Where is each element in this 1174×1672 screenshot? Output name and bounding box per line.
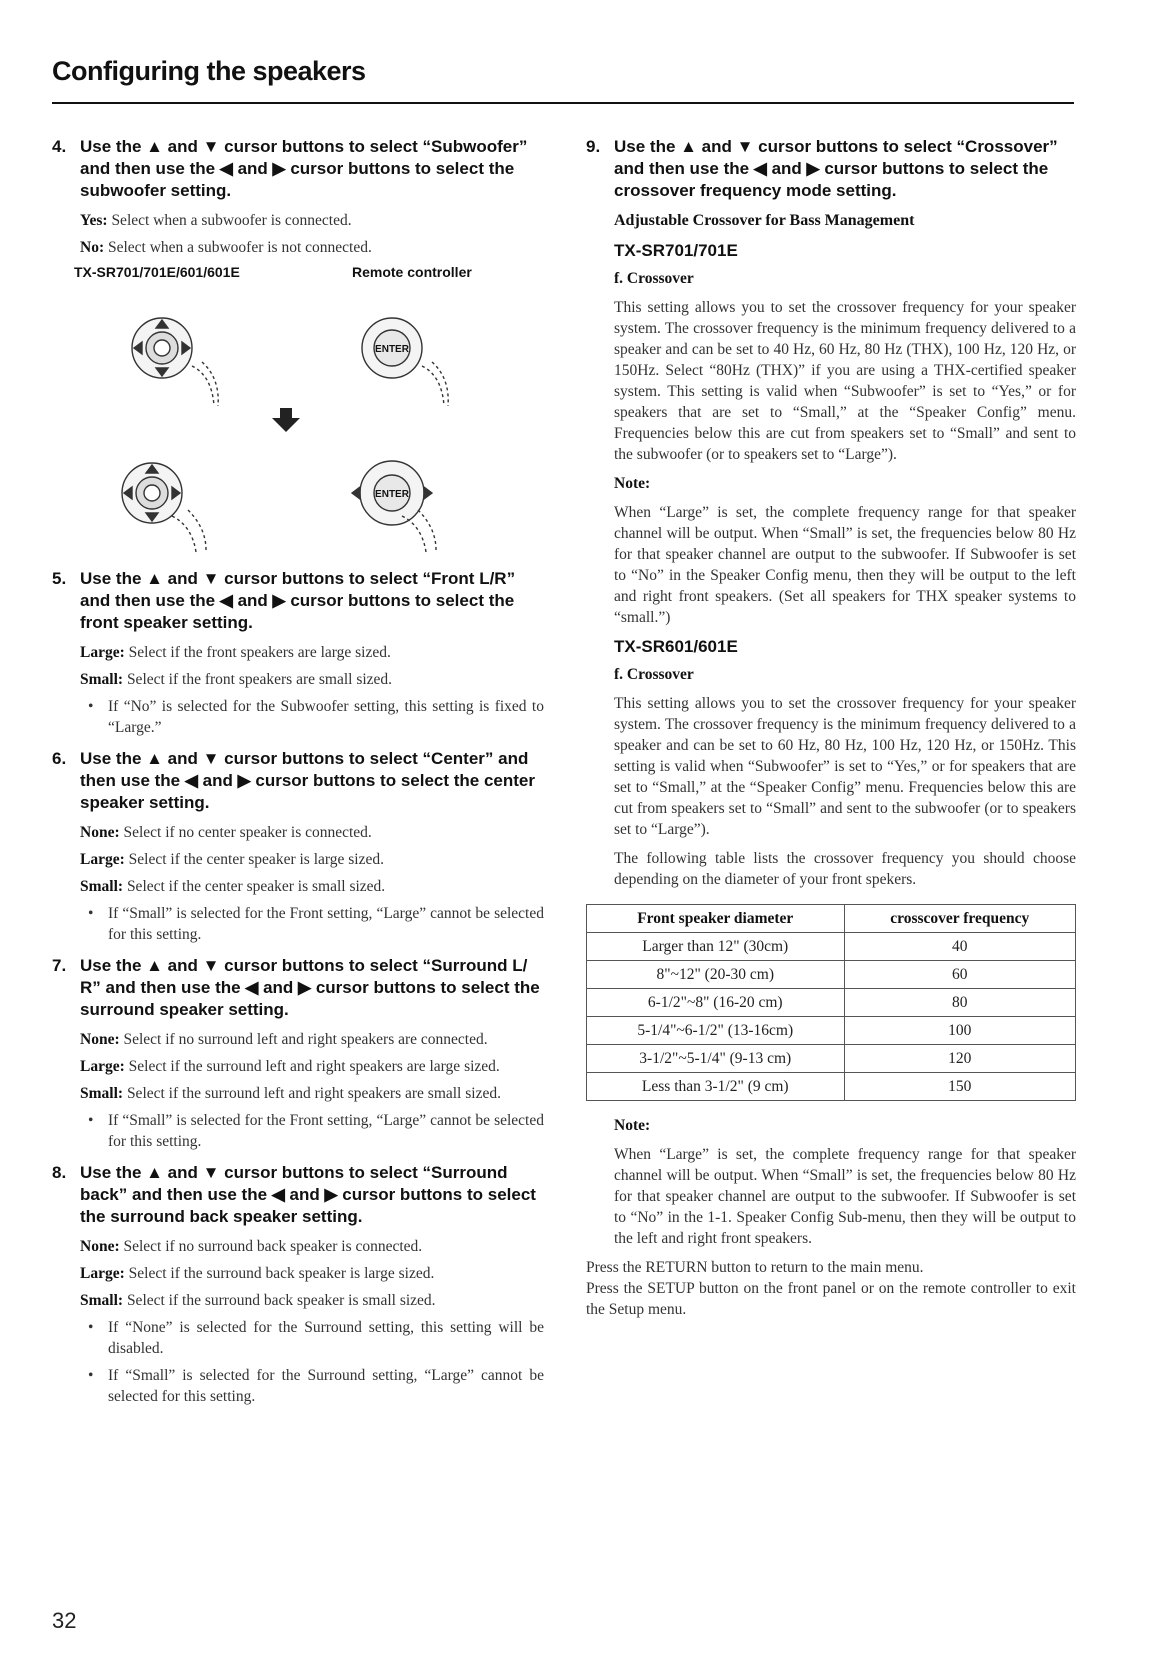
paragraph: Press the SETUP button on the front panel or on the remote controller to exit the Setup menu. [586,1280,1076,1318]
diagram-labels [52,264,544,288]
option-text: Select if the surround back speaker is small sized. [123,1292,436,1309]
table-cell: 40 [844,933,1076,961]
option-label: Small: [80,1085,124,1102]
paragraph: The following table lists the crossover frequency you should choose depending on the diameter of your front spekers. [614,850,1076,888]
step-6 [52,748,544,945]
paragraph: When “Large” is set, the complete frequency range for that speaker channel will be output. When “Small” is set, the frequencies below 80 Hz for that speaker channel are output to the subwoofer. If Subwoofer is set to “No” in the 1-1. Speaker Config Sub-menu, then they will be output to the left and right front speakers. [614,1146,1076,1247]
column-header: Front speaker diameter [587,905,845,933]
table-cell: 5-1/4"~6-1/2" (13-16cm) [587,1017,845,1045]
remote-label: Remote controller [352,264,472,280]
step-5 [52,568,544,738]
bullet-note: • If “Small” is selected for the Front setting, “Large” cannot be selected for this setting. [80,903,544,945]
table-cell: 6-1/2"~8" (16-20 cm) [587,989,845,1017]
left-column [52,136,544,1417]
table-row [587,1073,1076,1101]
table-row [587,1017,1076,1045]
step-heading: Use the ▲ and ▼ cursor buttons to select “Surround L/ R” and then use the ◀ and ▶ cursor buttons to select the surround speaker setting. [80,956,540,1019]
option-text: Select if the surround left and right speakers are small sized. [123,1085,501,1102]
crossover-table [586,904,1076,1101]
option-text: Select if the center speaker is large sized. [124,851,384,868]
step-number: 6. [52,749,67,768]
step-heading: Use the ▲ and ▼ cursor buttons to select “Front L/R” and then use the ◀ and ▶ cursor buttons to select the front speaker setting. [80,569,516,632]
receiver-cursor-pad-top [132,318,218,406]
option-label: Small: [80,878,124,895]
enter-label: ENTER [375,489,409,500]
table-cell: 100 [844,1017,1076,1045]
option-label: Large: [80,1058,125,1075]
option-text: Select if the surround back speaker is large sized. [124,1265,435,1282]
sub-heading: f. Crossover [614,666,694,683]
step-heading: Use the ▲ and ▼ cursor buttons to select “Center” and then use the ◀ and ▶ cursor buttons to select the center speaker setting. [80,749,535,812]
option-label: None: [80,824,120,841]
option-label: Large: [80,851,125,868]
option-label: Small: [80,1292,124,1309]
option-label: None: [80,1031,120,1048]
table-cell: 60 [844,961,1076,989]
receiver-label: TX-SR701/701E/601/601E [74,264,240,280]
column-header: crosscover frequency [844,905,1076,933]
paragraph: Press the RETURN button to return to the main menu. [586,1259,924,1276]
paragraph: This setting allows you to set the crossover frequency for your speaker system. The crossover frequency is the minimum frequency delivered to a speaker and can be set to 60 Hz, 80 Hz, 100 Hz, 120 Hz, or 150Hz. This setting is valid when “Subwoofer” is set to “Yes,” or for speakers that are set to “Small,” at the “Speaker Config” menu. Frequencies below this are cut from speakers set to “Small” and sent to the subwoofer (or to speakers set to “Large”). [614,695,1076,838]
enter-label: ENTER [375,344,409,355]
table-row [587,961,1076,989]
control-diagram [52,288,544,558]
table-row [587,1045,1076,1073]
bullet-note: • If “No” is selected for the Subwoofer setting, this setting is fixed to “Large.” [80,696,544,738]
step-number: 7. [52,956,67,975]
title-rule [52,102,1074,104]
bullet-note: • If “Small” is selected for the Surround setting, “Large” cannot be selected for this setting. [80,1365,544,1407]
option-text: Select if the front speakers are small sized. [123,671,393,688]
table-cell: 150 [844,1073,1076,1101]
step-number: 5. [52,569,67,588]
down-arrow-icon [272,408,300,432]
table-cell: 120 [844,1045,1076,1073]
step-4 [52,136,544,558]
table-row [587,989,1076,1017]
option-label: Large: [80,644,125,661]
table-cell: 3-1/2"~5-1/4" (9-13 cm) [587,1045,845,1073]
model-heading: TX-SR601/601E [614,637,738,656]
page-title: Configuring the speakers [52,56,366,86]
option-text: Select if no center speaker is connected. [119,824,372,841]
option-label: Small: [80,671,124,688]
option-label: None: [80,1238,120,1255]
table-cell: Larger than 12" (30cm) [587,933,845,961]
table-cell: Less than 3-1/2" (9 cm) [587,1073,845,1101]
option-text: Select if the front speakers are large sized. [124,644,391,661]
step-7 [52,955,544,1152]
remote-enter-button-top [362,318,448,406]
model-heading: TX-SR701/701E [614,241,738,260]
step-9 [586,136,1076,202]
option-label: Large: [80,1265,125,1282]
option-text: Select when a subwoofer is not connected. [104,239,372,256]
option-label: Yes: [80,212,108,229]
option-label: No: [80,239,105,256]
table-row [587,933,1076,961]
page-number: 32 [52,1608,77,1633]
sub-heading: f. Crossover [614,270,694,287]
step-number: 9. [586,137,601,156]
table-cell: 8"~12" (20-30 cm) [587,961,845,989]
step-number: 4. [52,137,67,156]
option-text: Select if no surround left and right speakers are connected. [119,1031,488,1048]
step-heading: Use the ▲ and ▼ cursor buttons to select “Crossover” and then use the ◀ and ▶ cursor buttons to select the crossover frequency mode setting. [614,137,1058,200]
paragraph: This setting allows you to set the crossover frequency for your speaker system. The crossover frequency is the minimum frequency delivered to a speaker and can be set to 40 Hz, 60 Hz, 80 Hz (THX), 100 Hz, 120 Hz, or 150Hz. Select “80Hz (THX)” if you are using a THX-certified speaker system. This setting is valid when “Subwoofer” is set to “Yes,” or for speakers that are set to “Small,” at the “Speaker Config” menu. Frequencies below this are cut from speakers set to “Small” and sent to the subwoofer (or to speakers set to “Large”). [614,299,1076,463]
step-number: 8. [52,1163,67,1182]
option-text: Select if the surround left and right speakers are large sized. [124,1058,500,1075]
bullet-note: • If “None” is selected for the Surround setting, this setting will be disabled. [80,1317,544,1359]
option-text: Select if the center speaker is small sized. [123,878,386,895]
remote-enter-button-bottom [352,461,436,552]
note-label: Note: [614,475,651,492]
receiver-cursor-pad-bottom [122,463,206,552]
step-heading: Use the ▲ and ▼ cursor buttons to select “Surround back” and then use the ◀ and ▶ cursor buttons to select the surround back speaker setting. [80,1163,536,1226]
cursor-buttons-illustration [52,288,532,558]
bullet-note: • If “Small” is selected for the Front setting, “Large” cannot be selected for this setting. [80,1110,544,1152]
step-heading: Use the ▲ and ▼ cursor buttons to select “Subwoofer” and then use the ◀ and ▶ cursor buttons to select the subwoofer setting. [80,137,528,200]
paragraph: When “Large” is set, the complete frequency range for that speaker channel will be output. When “Small” is set, the frequencies below 80 Hz for that speaker channel are output to the subwoofer. If Subwoofer is set to “No” in the Speaker Config menu, then they will be output to the left and right front speakers. (Set all speakers for THX speaker systems to “small.”) [614,504,1076,626]
table-cell: 80 [844,989,1076,1017]
option-text: Select if no surround back speaker is connected. [119,1238,423,1255]
note-label: Note: [614,1117,651,1134]
table-header-row [587,905,1076,933]
right-column [586,136,1076,1328]
step-8 [52,1162,544,1407]
option-text: Select when a subwoofer is connected. [107,212,352,229]
section-heading: Adjustable Crossover for Bass Management [614,212,915,229]
